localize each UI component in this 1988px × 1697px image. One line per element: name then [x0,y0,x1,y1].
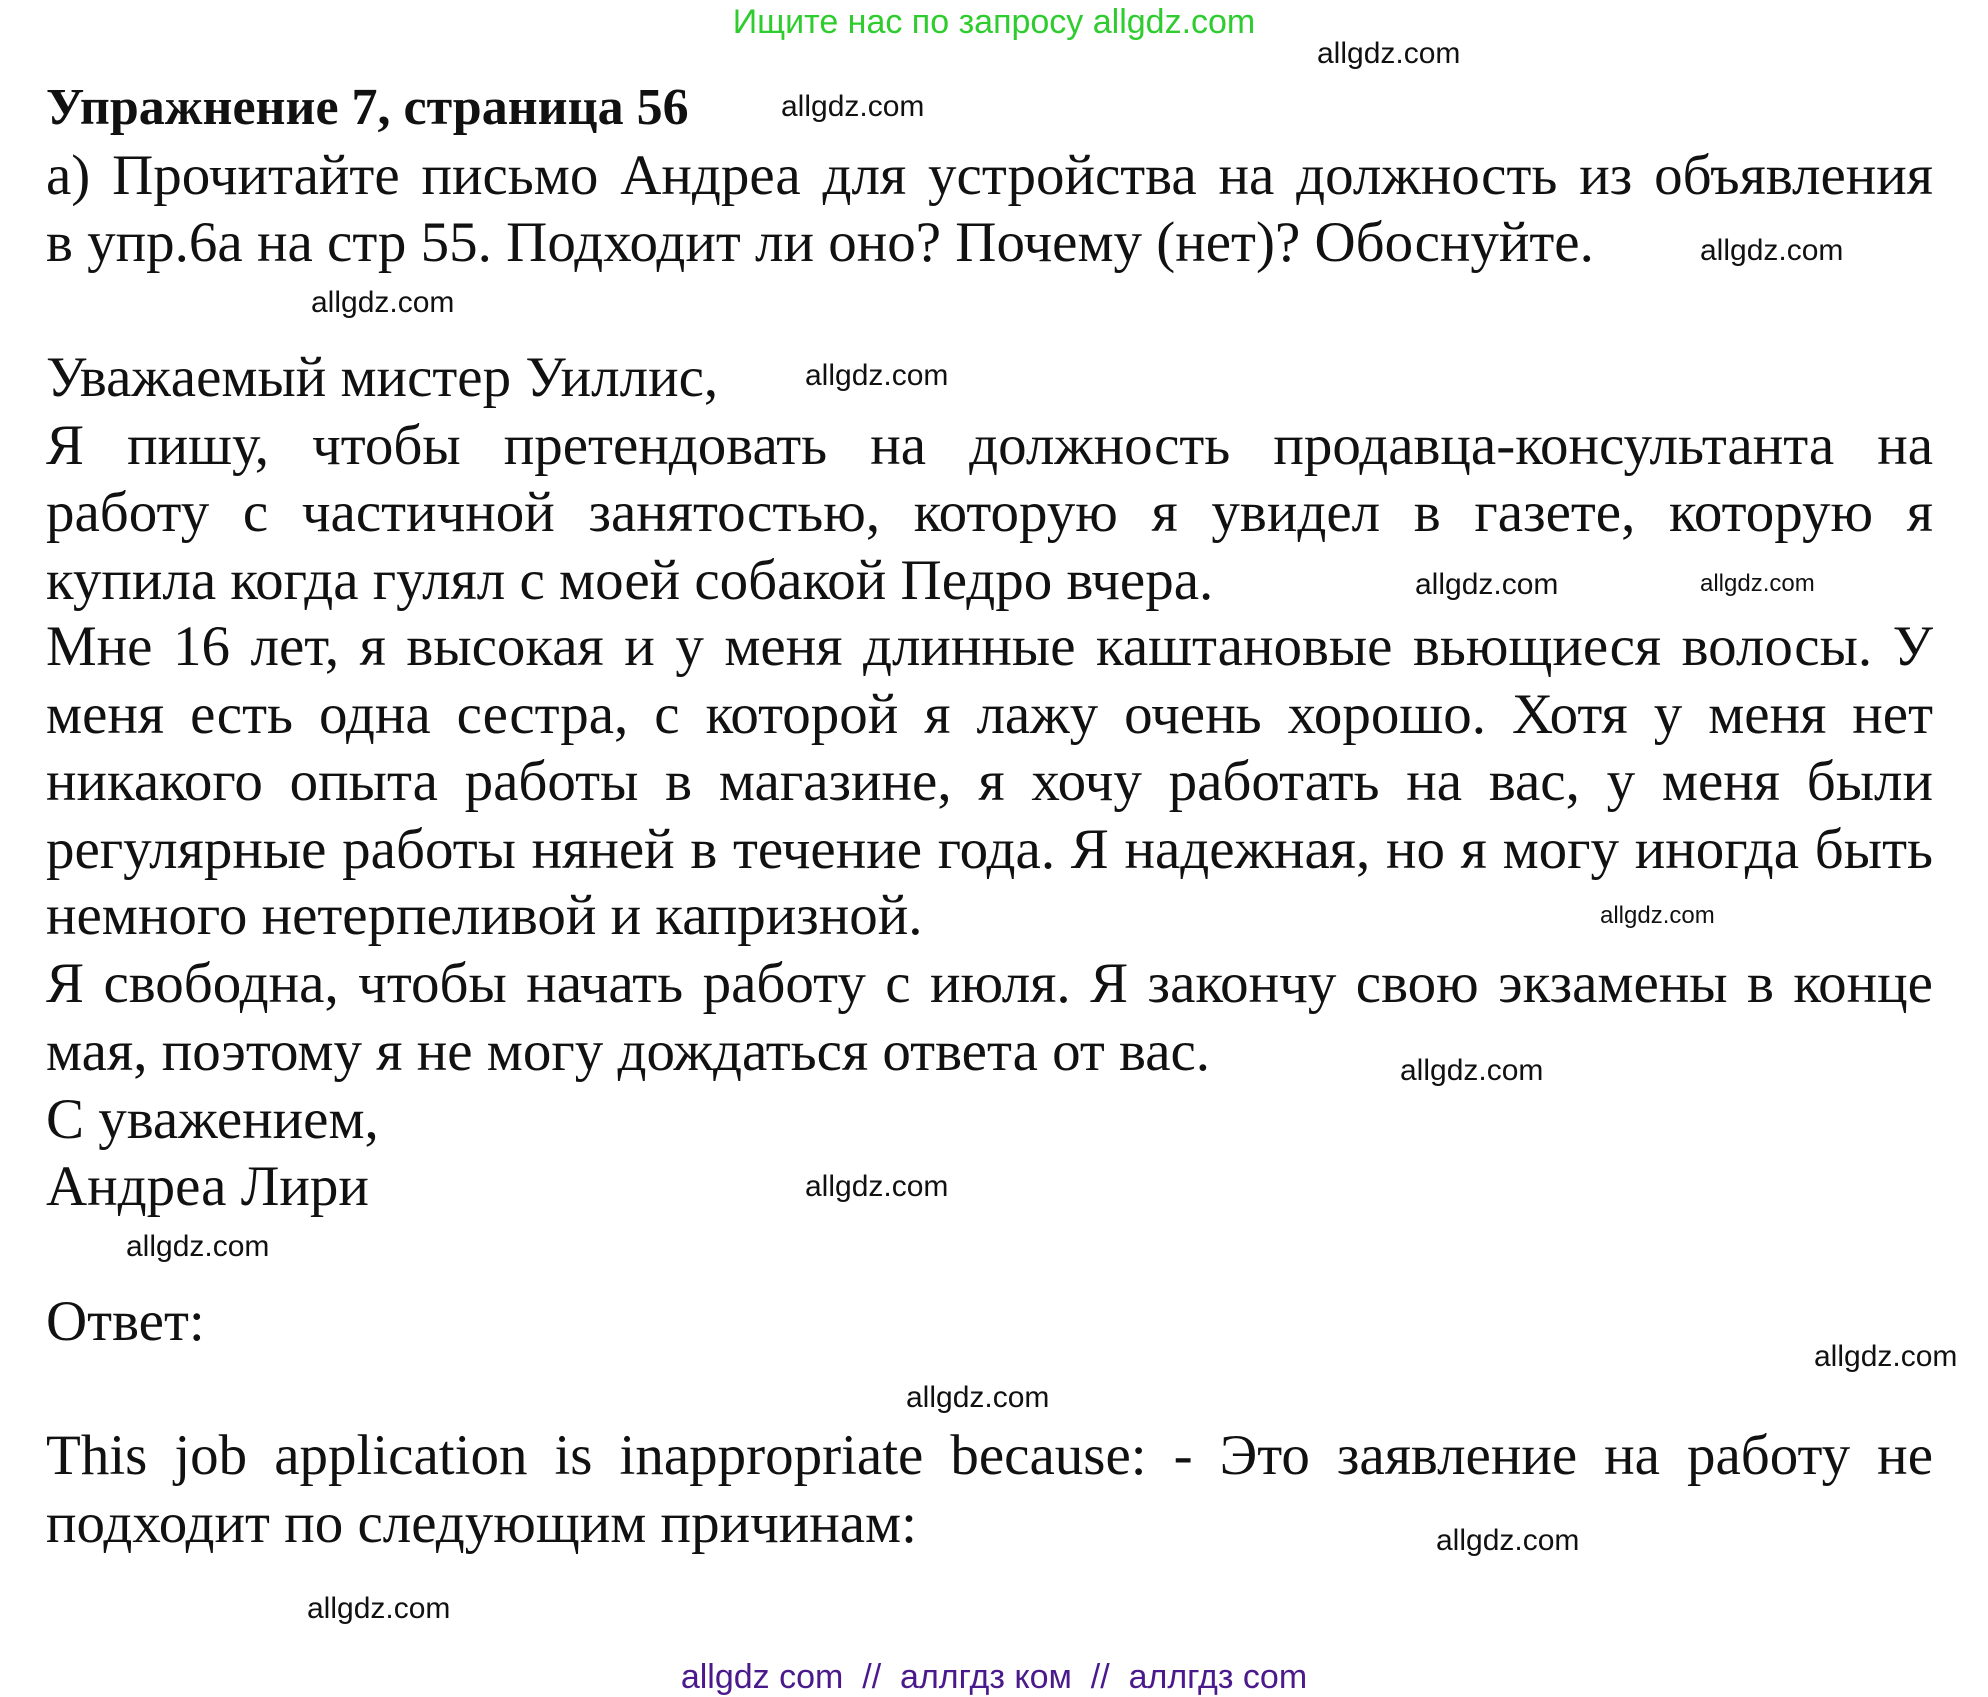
task-line: в упр.6а на стр 55. Подходит ли оно? Почему (нет)? Обоснуйте. [46,211,1594,274]
letter-line: никакого опыта работы в магазине, я хочу работать на вас, у меня были [46,750,1933,813]
watermark: allgdz.com [781,90,925,123]
letter-line: мая, поэтому я не могу дождаться ответа от вас. [46,1020,1211,1083]
watermark: allgdz.com [805,359,949,392]
watermark: allgdz.com [1700,234,1844,267]
watermark: allgdz.com [307,1592,451,1625]
watermark: allgdz.com [1436,1524,1580,1557]
footer-links: allgdz com // аллгдз ком // аллгдз com [680,1658,1308,1696]
letter-line: немного нетерпеливой и капризной. [46,884,923,947]
letter-line: меня есть одна сестра, с которой я лажу очень хорошо. Хотя у меня нет [46,683,1933,746]
watermark: allgdz.com [1317,37,1461,70]
answer-label: Ответ: [46,1290,205,1353]
watermark: allgdz.com [1814,1340,1958,1373]
letter-line: купила когда гулял с моей собакой Педро вчера. [46,549,1214,612]
letter-line: Мне 16 лет, я высокая и у меня длинные каштановые вьющиеся волосы. У [46,615,1933,678]
watermark: allgdz.com [1600,902,1715,929]
page-title: Упражнение 7, страница 56 [46,79,689,136]
watermark: allgdz.com [1400,1054,1544,1087]
letter-line: Уважаемый мистер Уиллис, [46,346,719,409]
letter-line: Я пишу, чтобы претендовать на должность продавца-консультанта на [46,414,1933,477]
watermark: allgdz.com [126,1230,270,1263]
letter-line: регулярные работы няней в течение года. Я надежная, но я могу иногда быть [46,818,1933,881]
letter-line: работу с частичной занятостью, которую я увидел в газете, которую я [46,481,1933,544]
watermark: allgdz.com [311,286,455,319]
letter-signature: Андреа Лири [46,1155,369,1218]
watermark: allgdz.com [906,1381,1050,1414]
letter-closing: С уважением, [46,1088,379,1151]
watermark: allgdz.com [1700,570,1815,597]
task-line: а) Прочитайте письмо Андреа для устройства на должность из объявления [46,144,1933,207]
letter-line: Я свободна, чтобы начать работу с июля. Я закончу свою экзамены в конце [46,952,1933,1015]
search-banner: Ищите нас по запросу allgdz.com [732,3,1256,41]
watermark: allgdz.com [1415,568,1559,601]
watermark: allgdz.com [805,1170,949,1203]
answer-line: подходит по следующим причинам: [46,1492,917,1555]
answer-line: This job application is inappropriate because: - Это заявление на работу не [46,1424,1933,1487]
